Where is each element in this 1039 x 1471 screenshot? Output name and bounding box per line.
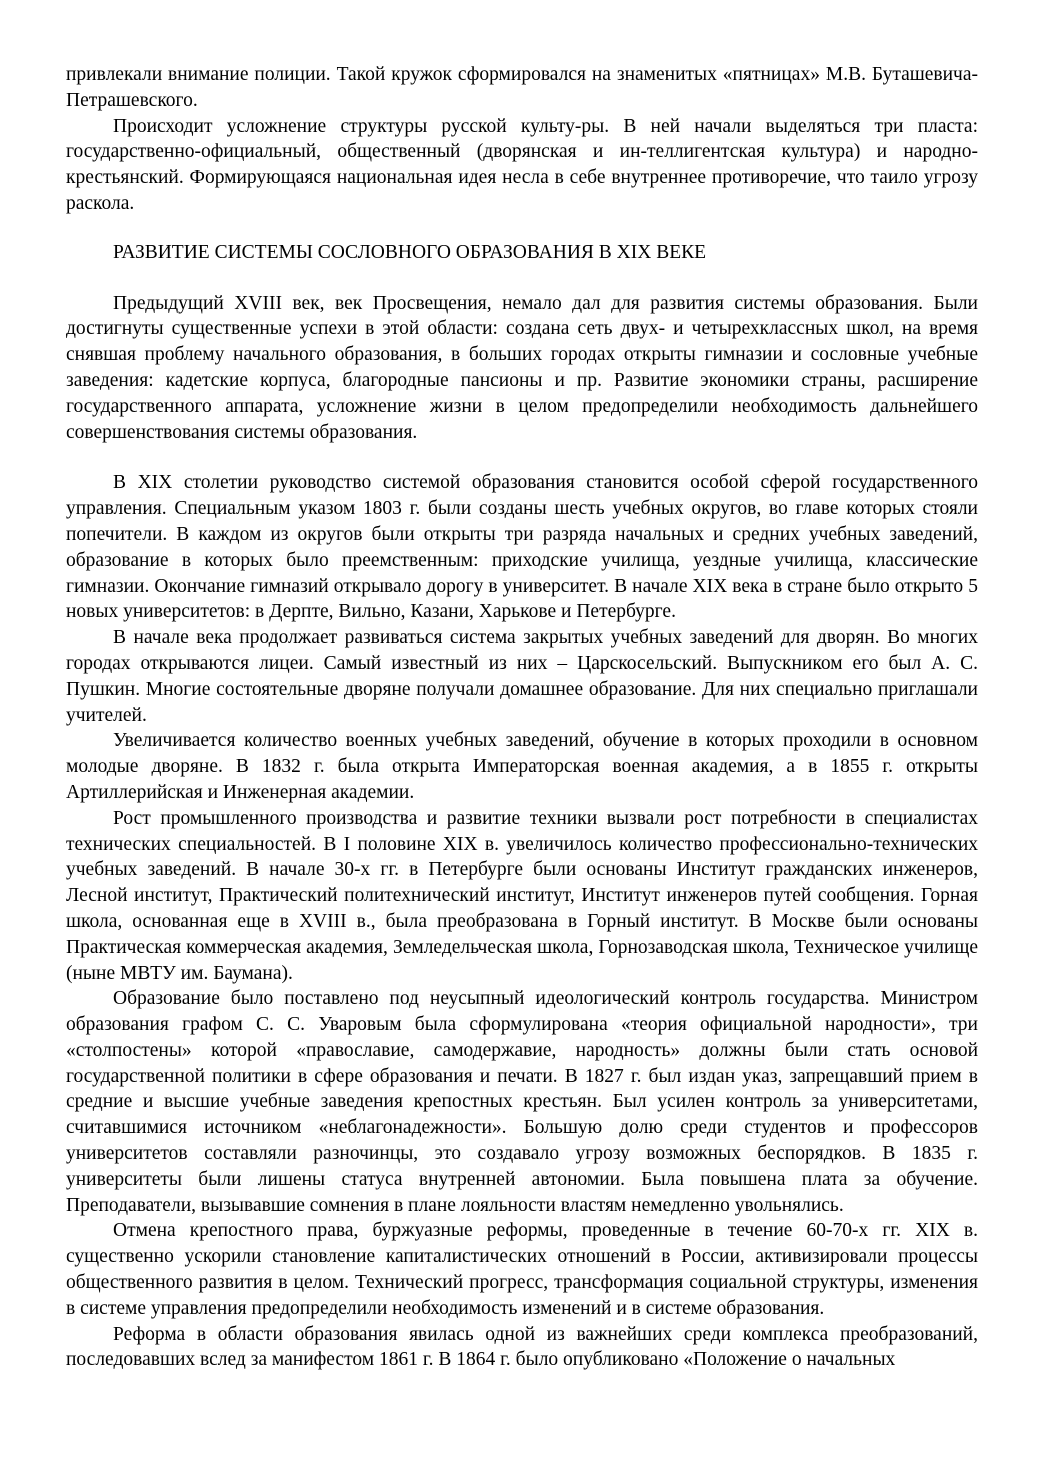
paragraph-2: Происходит усложнение структуры русской культу-ры. В ней начали выделяться три пласта: государственно-официальный, общественный (дворянская и ин-теллигентская культура) и народно-крестьянский. Формирующаяся национальная идея несла в себе внутреннее противоречие, что таило угрозу раскола. (66, 115, 978, 214)
paragraph-7: Рост промышленного производства и развитие техники вызвали рост потребности в специалистах технических специальностей. В I половине XIX в. увеличилось количество профессионально-технических учебных заведений. В начале 30-х гг. в Петербурге были основаны Институт гражданских инженеров, Лесной институт, Практический политехнический институт, Институт инженеров путей сообщения. Горная школа, основанная еще в XVIII в., была преобразована в Горный институт. В Москве были основаны Практическая коммерческая академия, Земледельческая школа, Горнозаводская школа, Техническое училище (ныне МВТУ им. Баумана). (66, 807, 978, 984)
document-page (66, 62, 978, 1373)
paragraph-8: Образование было поставлено под неусыпный идеологический контроль государства. Министром образования графом С. С. Уваровым была сформулирована «теория официальной народности», три «столпостены» которой «православие, самодержавие, народность» должны были стать основой государственной политики в сфере образования и печати. В 1827 г. был издан указ, запрещавший прием в средние и высшие учебные заведения крепостных крестьян. Был усилен контроль за университетами, считавшимися источником «неблагонадежности». Большую долю среди студентов и профессоров университетов составляли разночинцы, это создавало угрозу возможных беспорядков. В 1835 г. университеты были лишены статуса внутренней автономии. Была повышена плата за обучение. Преподаватели, вызывавшие сомнения в плане лояльности властям немедленно увольнялись. (66, 988, 978, 1216)
paragraph-5: В начале века продолжает развиваться система закрытых учебных заведений для дворян. Во многих городах открываются лицеи. Самый известный из них – Царскосельский. Выпускником его был А. С. Пушкин. Многие состоятельные дворяне получали домашнее образование. Для них специально приглашали учителей. (66, 627, 978, 726)
paragraph-6: Увеличивается количество военных учебных заведений, обучение в которых проходили в основном молодые дворяне. В 1832 г. была открыта Императорская военная академия, а в 1855 г. открыты Артиллерийская и Инженерная академии. (66, 730, 978, 803)
section-heading: РАЗВИТИЕ СИСТЕМЫ СОСЛОВНОГО ОБРАЗОВАНИЯ В XIX ВЕКЕ (113, 241, 707, 263)
paragraph-9: Отмена крепостного права, буржуазные реформы, проведенные в течение 60-70-х гг. XIX в. существенно ускорили становление капиталистических отношений в России, активизировали процессы общественного развития в целом. Технический прогресс, трансформация социальной структуры, изменения в системе управления предопределили необходимость изменений и в системе образования. (66, 1220, 978, 1319)
paragraph-3: Предыдущий XVIII век, век Просвещения, немало дал для развития системы образования. Были достигнуты существенные успехи в этой области: создана сеть двух- и четырехклассных школ, на время снявшая проблему начального образования, в больших городах открыты гимназии и сословные учебные заведения: кадетские корпуса, благородные пансионы и пр. Развитие экономики страны, расширение государственного аппарата, усложнение жизни в целом предопределили необходимость дальнейшего совершенствования системы образования. (66, 292, 978, 443)
paragraph-4: В XIX столетии руководство системой образования становится особой сферой государственного управления. Специальным указом 1803 г. были созданы шесть учебных округов, во главе которых стояли попечители. В каждом из округов были открыты три разряда начальных и средних учебных заведений, образование в которых было преемственным: приходские училища, уездные училища, классические гимназии. Окончание гимназий открывало дорогу в университет. В начале XIX века в стране было открыто 5 новых университетов: в Дерпте, Вильно, Казани, Харькове и Петербурге. (66, 472, 978, 623)
paragraph-gap (66, 445, 978, 470)
paragraph-10: Реформа в области образования явилась одной из важнейших среди комплекса преобразований, последовавших вслед за манифестом 1861 г. В 1864 г. было опубликовано «Положение о начальных (66, 1323, 978, 1371)
paragraph-1: привлекали внимание полиции. Такой кружок сформировался на знаменитых «пятницах» М.В. Буташевича-Петрашевского. (66, 64, 978, 111)
